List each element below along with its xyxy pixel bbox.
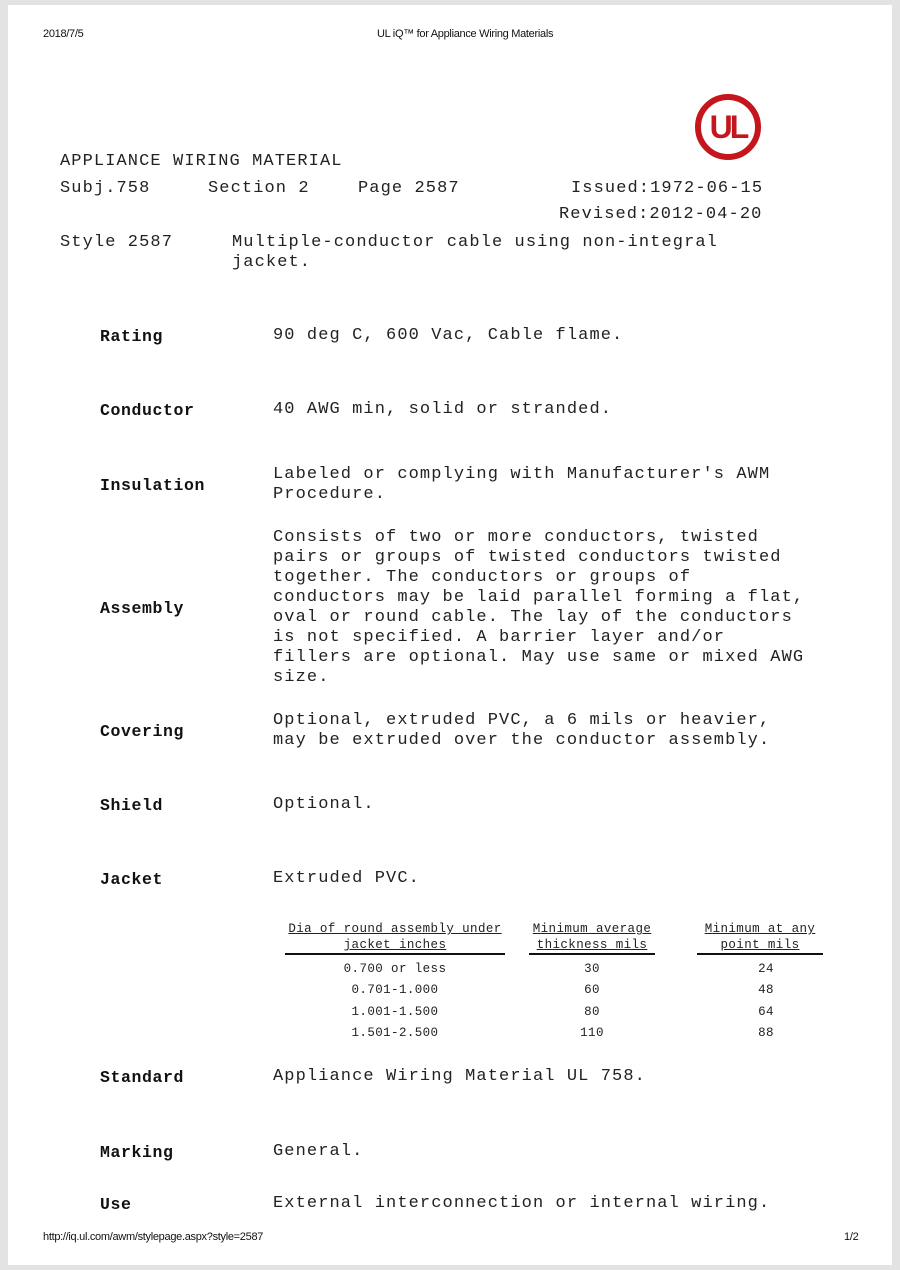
style-number: Style 2587 <box>60 233 174 252</box>
field-value: General. <box>273 1142 364 1161</box>
field-value: 40 AWG min, solid or stranded. <box>273 400 613 419</box>
ul-logo <box>694 93 762 161</box>
field-standard <box>100 1067 840 1087</box>
field-rating <box>100 326 840 346</box>
field-insulation <box>100 465 840 505</box>
cell: 88 <box>758 1025 774 1040</box>
field-label: Marking <box>100 1142 174 1162</box>
table-row <box>273 980 835 1001</box>
style-description: Multiple-conductor cable using non-integral jacket. <box>232 233 718 272</box>
document-page <box>8 5 892 1265</box>
field-label: Shield <box>100 795 164 815</box>
print-title: UL iQ™ for Appliance Wiring Materials <box>377 28 554 40</box>
cell: 30 <box>584 962 600 976</box>
field-marking <box>100 1142 840 1162</box>
issued-date: Issued:1972-06-15 <box>571 179 764 198</box>
revised-date: Revised:2012-04-20 <box>559 205 763 224</box>
field-shield <box>100 795 840 815</box>
cell: 64 <box>758 1004 774 1019</box>
cell: 1.501-2.500 <box>351 1025 439 1040</box>
cell: 0.700 or less <box>343 962 447 976</box>
field-label: Use <box>100 1194 132 1214</box>
table-row <box>273 1023 835 1044</box>
field-label: Jacket <box>100 869 164 889</box>
field-jacket <box>100 869 840 889</box>
field-label: Standard <box>100 1067 185 1087</box>
page-number: Page 2587 <box>358 179 460 198</box>
subject: Subj.758 <box>60 179 151 198</box>
print-url: http://iq.ul.com/awm/stylepage.aspx?style=2587 <box>43 1231 264 1243</box>
doc-heading: APPLIANCE WIRING MATERIAL <box>60 152 343 171</box>
field-label: Conductor <box>100 400 195 420</box>
print-page-count: 1/2 <box>844 1231 859 1243</box>
section: Section 2 <box>208 179 310 198</box>
field-value: Consists of two or more conductors, twisted pairs or groups of twisted conductors twisted together. The conductors or groups of conductors may be laid parallel forming a flat, oval or round cable. The lay of the conductors is not specified. A barrier layer and/or fillers are optional. May use same or mixed AWG size. <box>273 528 805 687</box>
field-value: Optional, extruded PVC, a 6 mils or heavier, may be extruded over the conductor assembly. <box>273 711 771 750</box>
cell: 80 <box>584 1004 600 1019</box>
table-row <box>273 1002 835 1023</box>
field-value: External interconnection or internal wiring. <box>273 1194 771 1213</box>
table-row <box>273 959 835 980</box>
jacket-thickness-table <box>273 921 835 1044</box>
field-value: Labeled or complying with Manufacturer's AWM Procedure. <box>273 465 771 504</box>
field-label: Assembly <box>100 598 185 618</box>
column-header: Minimum average thickness mils <box>529 921 655 955</box>
field-label: Insulation <box>100 475 206 495</box>
cell: 1.001-1.500 <box>351 1004 439 1019</box>
field-value: Optional. <box>273 795 375 814</box>
cell: 0.701-1.000 <box>351 983 439 998</box>
field-value: Appliance Wiring Material UL 758. <box>273 1067 646 1086</box>
svg-text:UL: UL <box>709 109 747 145</box>
field-conductor <box>100 400 840 420</box>
field-value: 90 deg C, 600 Vac, Cable flame. <box>273 326 624 345</box>
column-header: Minimum at any point mils <box>697 921 823 955</box>
print-date: 2018/7/5 <box>43 28 84 40</box>
field-covering <box>100 711 840 751</box>
field-label: Rating <box>100 326 164 346</box>
column-header: Dia of round assembly under jacket inches <box>285 921 505 955</box>
cell: 60 <box>584 983 600 998</box>
cell: 48 <box>758 983 774 998</box>
field-label: Covering <box>100 721 185 741</box>
field-value: Extruded PVC. <box>273 869 420 888</box>
field-use <box>100 1194 840 1214</box>
cell: 110 <box>580 1025 604 1040</box>
cell: 24 <box>758 962 774 976</box>
field-assembly <box>100 528 840 688</box>
